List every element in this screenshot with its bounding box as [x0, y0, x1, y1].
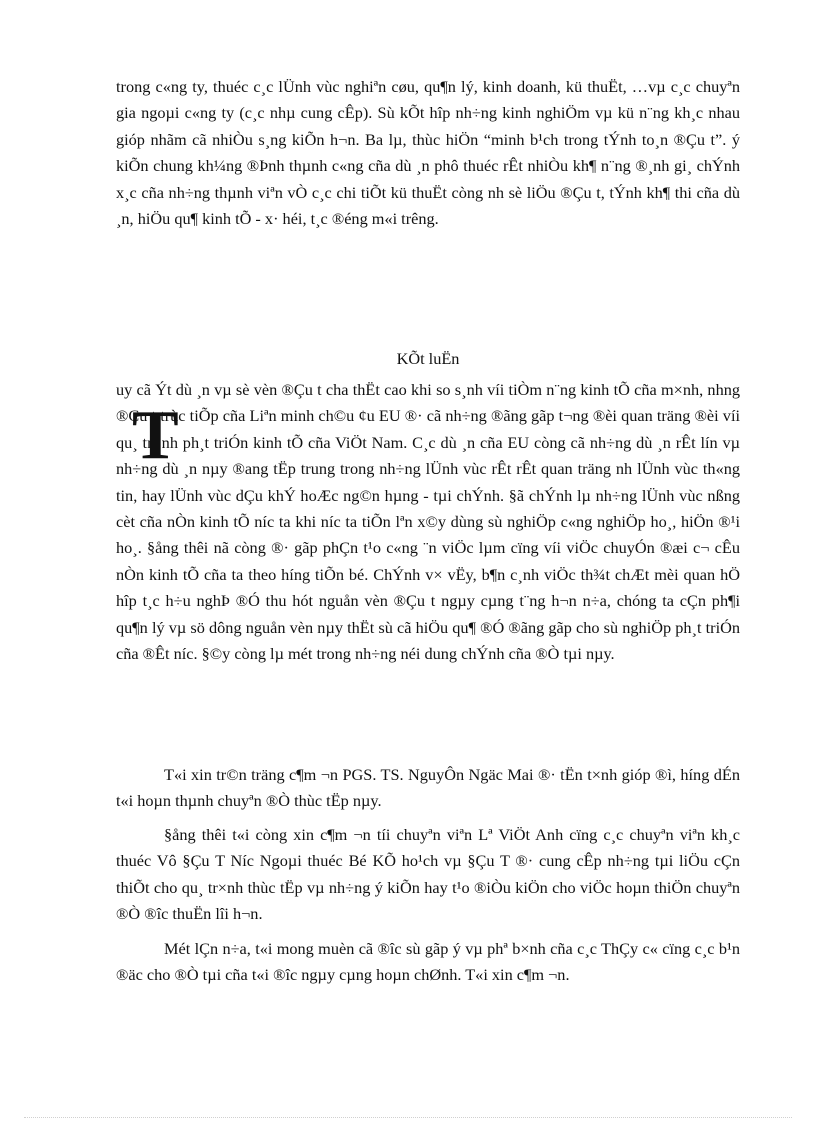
paragraph-thanks-specialists: §ång thêi t«i còng xin c¶m ¬n tíi chuyªn viªn Lª ViÖt Anh cïng c¸c chuyªn viªn kh¸c thuéc Vô §Çu T Níc Ngoµi thuéc Bé KÕ ho¹ch vµ §Çu T ®· cung cÊp nh÷ng tµi liÖu cÇn thiÕt cho qu¸ tr×nh thùc tËp vµ nh÷ng ý kiÕn hay t¹o ®iÒu kiÖn cho viÖc hoµn thiÖn chuyªn ®Ò ®îc thuËn lîi h¬n.	[116, 825, 740, 924]
paragraph-conclusion-main: uy cã Ýt dù ¸n vµ sè vèn ®Çu t cha thËt cao khi so s¸nh víi tiÒm n¨ng kinh tÕ cña m×nh, nhng ®Çu t trùc tiÕp cña Liªn minh ch©u ¢u EU ®· cã nh÷ng ®ãng gãp t¬ng ®èi quan träng ®èi víi qu¸ tr×nh ph¸t triÓn kinh tÕ cña ViÖt Nam. C¸c dù ¸n cña EU còng cã nh÷ng dù ¸n rÊt lín vµ nh÷ng dù ¸n nµy ®ang tËp trung trong nh÷ng lÜnh vùc rÊt rÊt quan träng nh lÜnh vùc th«ng tin, hay lÜnh vùc dÇu khÝ hoÆc ng©n hµng - tµi chÝnh. §ã chÝnh lµ nh÷ng lÜnh vùc nßng cèt cña nÒn kinh tÕ níc ta khi níc ta tiÕn lªn x©y dùng sù nghiÖp c«ng nghiÖp ho¸, hiÖn ®¹i ho¸. §ång thêi nã còng ®· gãp phÇn t¹o c«ng ¨n viÖc lµm cïng víi viÖc chuyÓn ®æi c¬ cÊu nÒn kinh tÕ cña ta theo híng tiÕn bé. ChÝnh v× vËy, b¶n c¸nh viÖc th¾t chÆt mèi quan hÖ hîp t¸c h÷u nghÞ ®Ó thu hót nguån vèn ®Çu t ngµy cµng t¨ng h¬n n÷a, chóng ta cÇn ph¶i qu¶n lý vµ sö dông nguån vèn nµy thËt sù cã hiÖu qu¶ ®Ó ®ãng gãp cho sù nghiÖp ph¸t triÓn cña ®Êt níc. §©y còng lµ mét trong nh÷ng néi dung chÝnh cña ®Ò tµi nµy.	[116, 380, 740, 664]
section-title: KÕt luËn	[396, 349, 460, 368]
page-bottom-divider	[24, 1117, 792, 1118]
paragraph-intro-continuation: trong c«ng ty, thuéc c¸c lÜnh vùc nghiªn cøu, qu¶n lý, kinh doanh, kü thuËt, …vµ c¸c chuyªn gia ngoµi c«ng ty (c¸c nhµ cung cÊp). Sù kÕt hîp nh÷ng kinh nghiÖm vµ kü n¨ng kh¸c nhau gióp nhãm cã nhiÒu s¸ng kiÕn h¬n. Ba lµ, thùc hiÖn “minh b¹ch trong tÝnh to¸n ®Çu t”. ý kiÕn chung kh¼ng ®Þnh thµnh c«ng cña dù ¸n phô thuéc rÊt nhiÒu kh¶ n¨ng ®¸nh gi¸ chÝnh x¸c cña nh÷ng thµnh viªn vÒ c¸c chi tiÕt kü thuËt còng nh sè liÖu ®Çu t, tÝnh kh¶ thi cña dù ¸n, hiÖu qu¶ kinh tÕ - x· héi, t¸c ®éng m«i trêng.	[116, 77, 740, 229]
paragraph-closing: Mét lÇn n÷a, t«i mong muèn cã ®îc sù gãp ý vµ phª b×nh cña c¸c ThÇy c« cïng c¸c b¹n ®äc cho ®Ò tµi cña t«i ®îc ngµy cµng hoµn chØnh. T«i xin c¶m ¬n.	[116, 939, 740, 985]
dropcap-letter: T	[132, 397, 179, 474]
paragraph-thanks-advisor: T«i xin tr©n träng c¶m ¬n PGS. TS. NguyÔn Ngäc Mai ®· tËn t×nh gióp ®ì, híng dÉn t«i hoµn thµnh chuyªn ®Ò thùc tËp nµy.	[116, 765, 740, 811]
